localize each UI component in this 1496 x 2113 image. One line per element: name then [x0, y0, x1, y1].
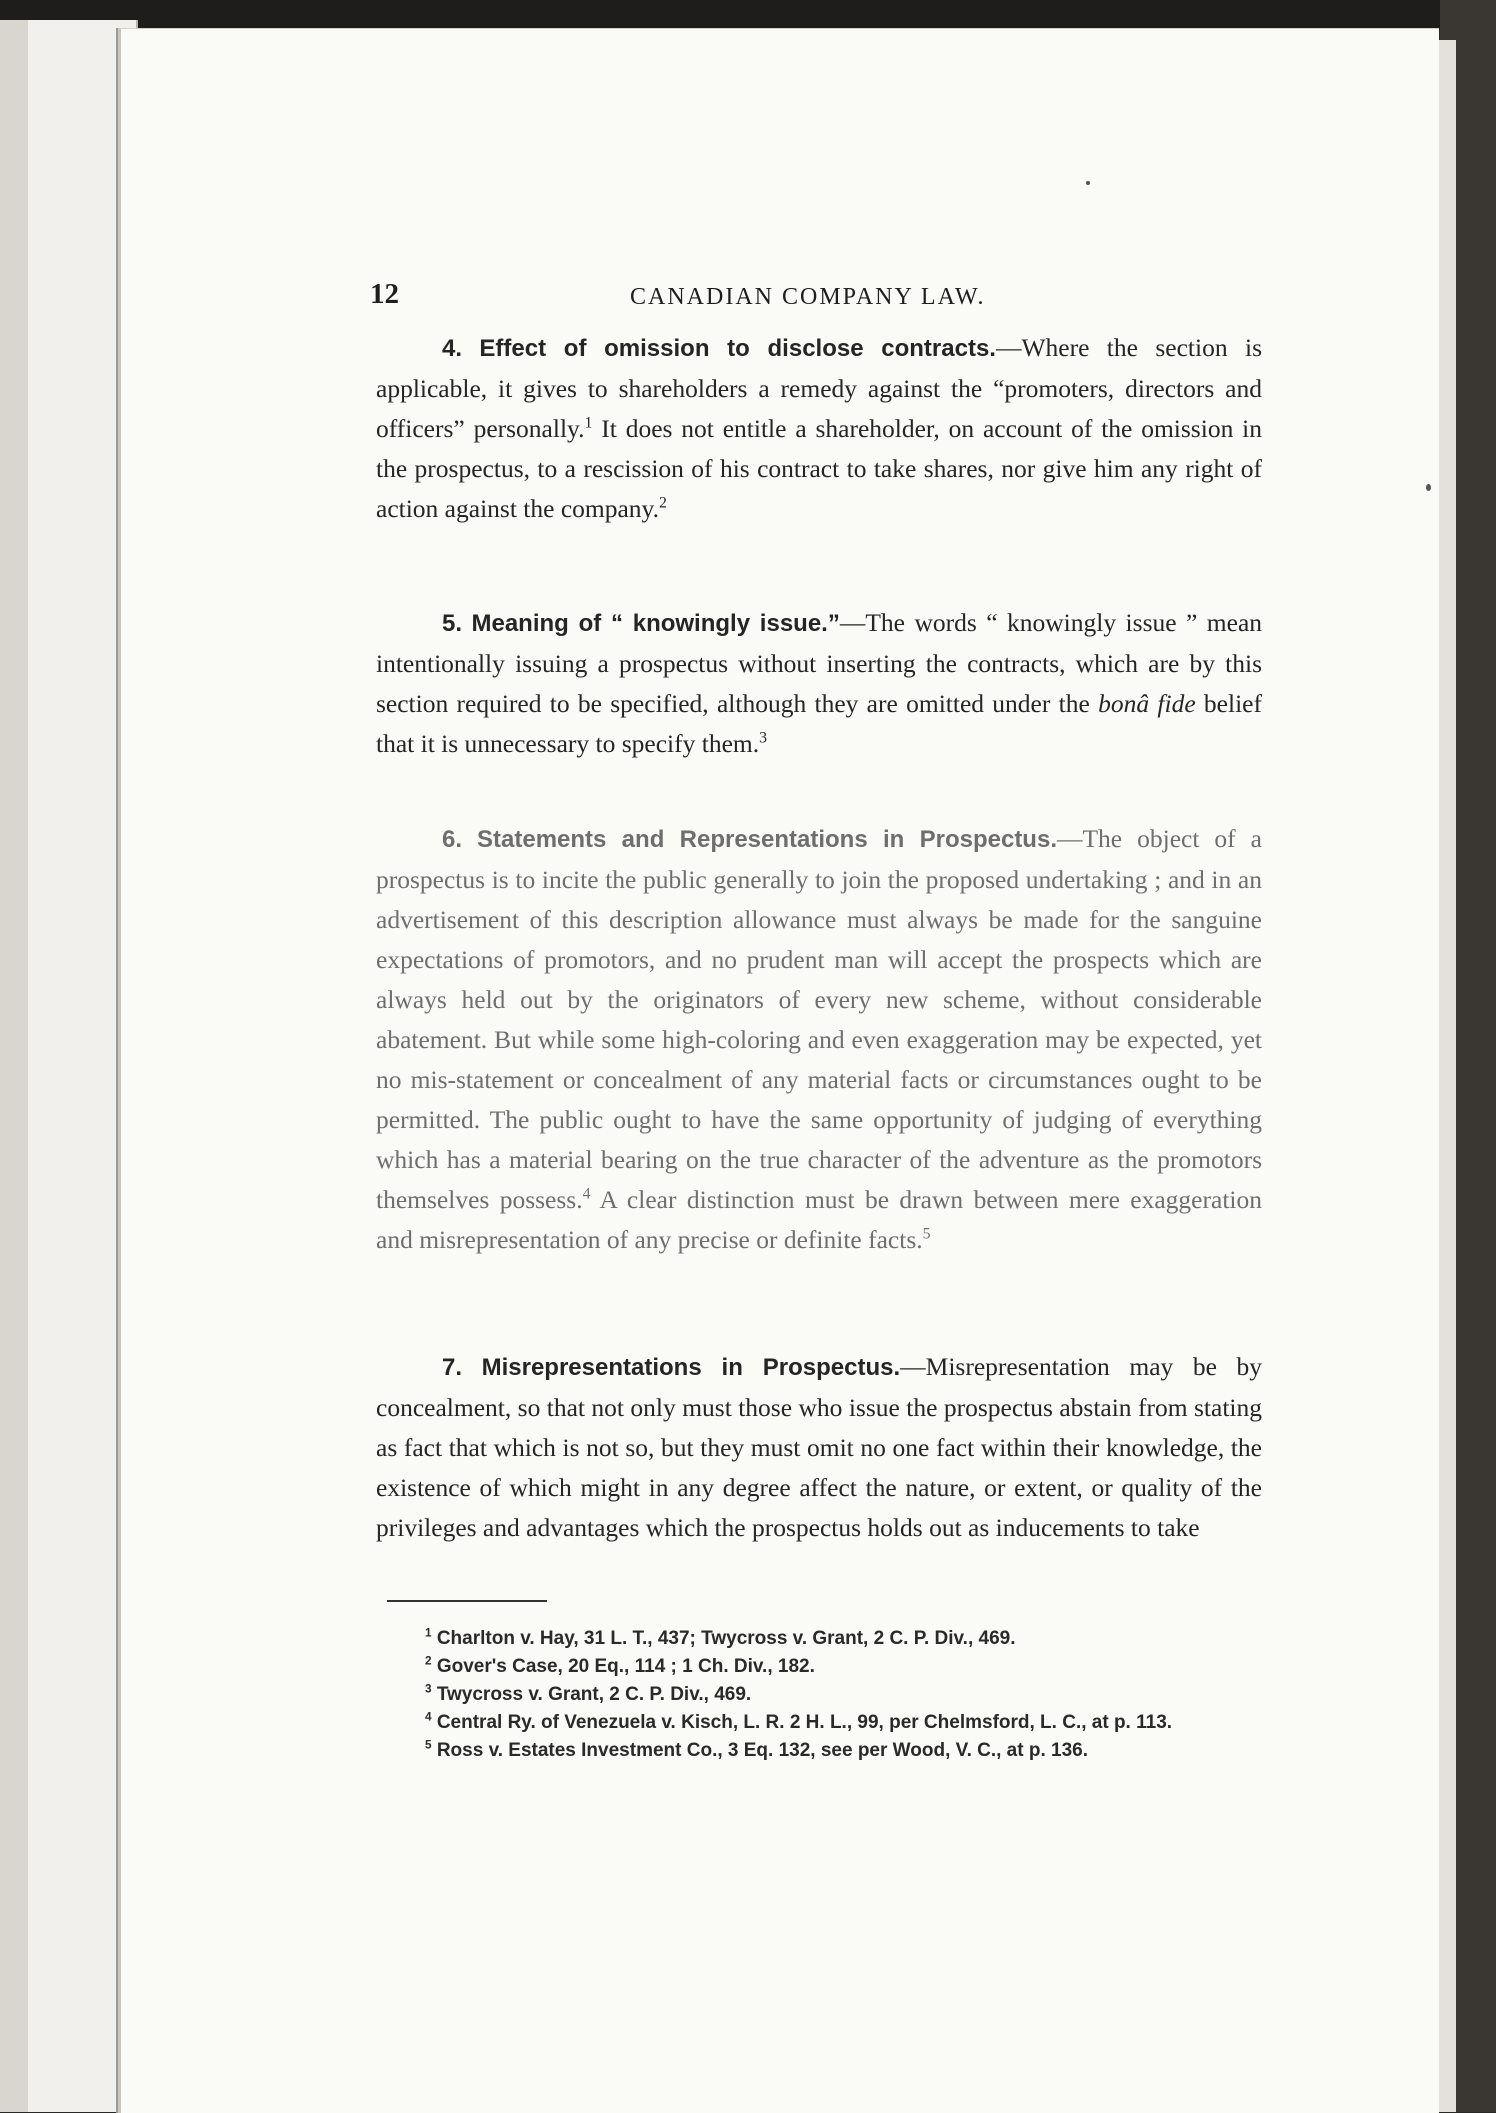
footnote-mark: 1	[425, 1626, 432, 1640]
footnotes	[387, 1625, 1267, 1765]
section-7	[376, 1347, 1262, 1548]
footnote-rule	[387, 1600, 547, 1602]
page-number: 12	[370, 278, 399, 310]
scan-background-top	[0, 0, 1496, 30]
section-4	[376, 328, 1262, 529]
running-title: CANADIAN COMPANY LAW.	[630, 284, 986, 310]
section-heading: Statements and Representations in Prospectus.	[477, 826, 1057, 853]
footnote-mark: 3	[425, 1682, 432, 1696]
section-number: 7.	[442, 1354, 463, 1381]
paper-speck	[1086, 181, 1090, 185]
section-paragraph	[376, 819, 1262, 1260]
section-paragraph	[376, 1347, 1262, 1548]
footnote-text: Gover's Case, 20 Eq., 114 ; 1 Ch. Div., 182.	[436, 1656, 815, 1677]
footnote	[387, 1653, 1267, 1681]
section-heading: Effect of omission to disclose contracts.	[479, 335, 996, 362]
footnote	[387, 1625, 1267, 1653]
footnote-ref: 2	[659, 494, 667, 512]
section-paragraph	[376, 603, 1262, 764]
body-text: —Misrepresentation may be by concealment, so that not only must those who issue the prospectus abstain from stating as fact that which is not so, but they must omit no one fact within their knowledge, the existence of which might in any degree affect the nature, or extent, or quality of the privileges and advantages which the prospectus holds out as inducements to take	[376, 1352, 1263, 1542]
footnote	[387, 1737, 1267, 1765]
italic-text: bonâ fide	[1098, 689, 1196, 718]
section-number: 6.	[442, 826, 463, 853]
footnote-ref: 1	[584, 414, 593, 432]
footnote-mark: 5	[425, 1738, 432, 1752]
footnote-ref: 5	[922, 1225, 931, 1243]
paper-speck	[1426, 484, 1431, 491]
footnote-text: Central Ry. of Venezuela v. Kisch, L. R. 2 H. L., 99, per Chelmsford, L. C., at p. 113.	[436, 1712, 1173, 1733]
footnote-ref: 3	[759, 729, 768, 747]
section-6	[376, 819, 1262, 1260]
footnote-text: Charlton v. Hay, 31 L. T., 437; Twycross v. Grant, 2 C. P. Div., 469.	[436, 1628, 1016, 1649]
footnote-mark: 2	[425, 1654, 432, 1668]
section-5	[376, 603, 1262, 764]
body-text: —The object of a prospectus is to incite the public generally to join the proposed undertaking ; and in an advertisement of this description allowance must always be made for the sanguine expectations of promotors, and no prudent man will accept the prospects which are always held out by the originators of every new scheme, without considerable abatement. But while some high-coloring and even exaggeration may be expected, yet no mis-statement or concealment of any material facts or circumstances ought to be permitted. The public ought to have the same opportunity of judging of everything which has a material bearing on the true character of the adventure as the promotors themselves possess.	[376, 824, 1262, 1214]
section-heading: Misrepresentations in Prospectus.	[481, 1354, 901, 1381]
footnote-text: Twycross v. Grant, 2 C. P. Div., 469.	[436, 1684, 752, 1705]
section-heading: Meaning of “ knowingly issue.”	[471, 610, 840, 637]
body-text: A clear distinction must be drawn between mere exaggeration and misrepresentation of any precise or definite facts.	[376, 1185, 1262, 1254]
footnote	[387, 1709, 1267, 1737]
body-text: —The words “ knowingly issue ” mean intentionally issuing a prospectus without inserting the contracts, which are by this section required to be specified, although they are omitted under the	[376, 608, 1263, 718]
footnote-text: Ross v. Estates Investment Co., 3 Eq. 132, see per Wood, V. C., at p. 136.	[436, 1740, 1088, 1761]
footnote	[387, 1681, 1267, 1709]
section-paragraph	[376, 328, 1262, 529]
page-header	[370, 278, 1270, 318]
footnote-mark: 4	[425, 1710, 432, 1724]
footnote-ref: 4	[582, 1185, 591, 1203]
body-text: —Where the section is applicable, it gives to shareholders a remedy against the “promoters, directors and officers” personally.	[376, 333, 1262, 443]
section-number: 5.	[442, 610, 463, 637]
body-text: belief that it is unnecessary to specify them.	[376, 689, 1262, 758]
section-number: 4.	[442, 335, 463, 362]
body-text: It does not entitle a shareholder, on account of the omission in the prospectus, to a rescission of his contract to take shares, nor give him any right of action against the company.	[376, 414, 1263, 523]
